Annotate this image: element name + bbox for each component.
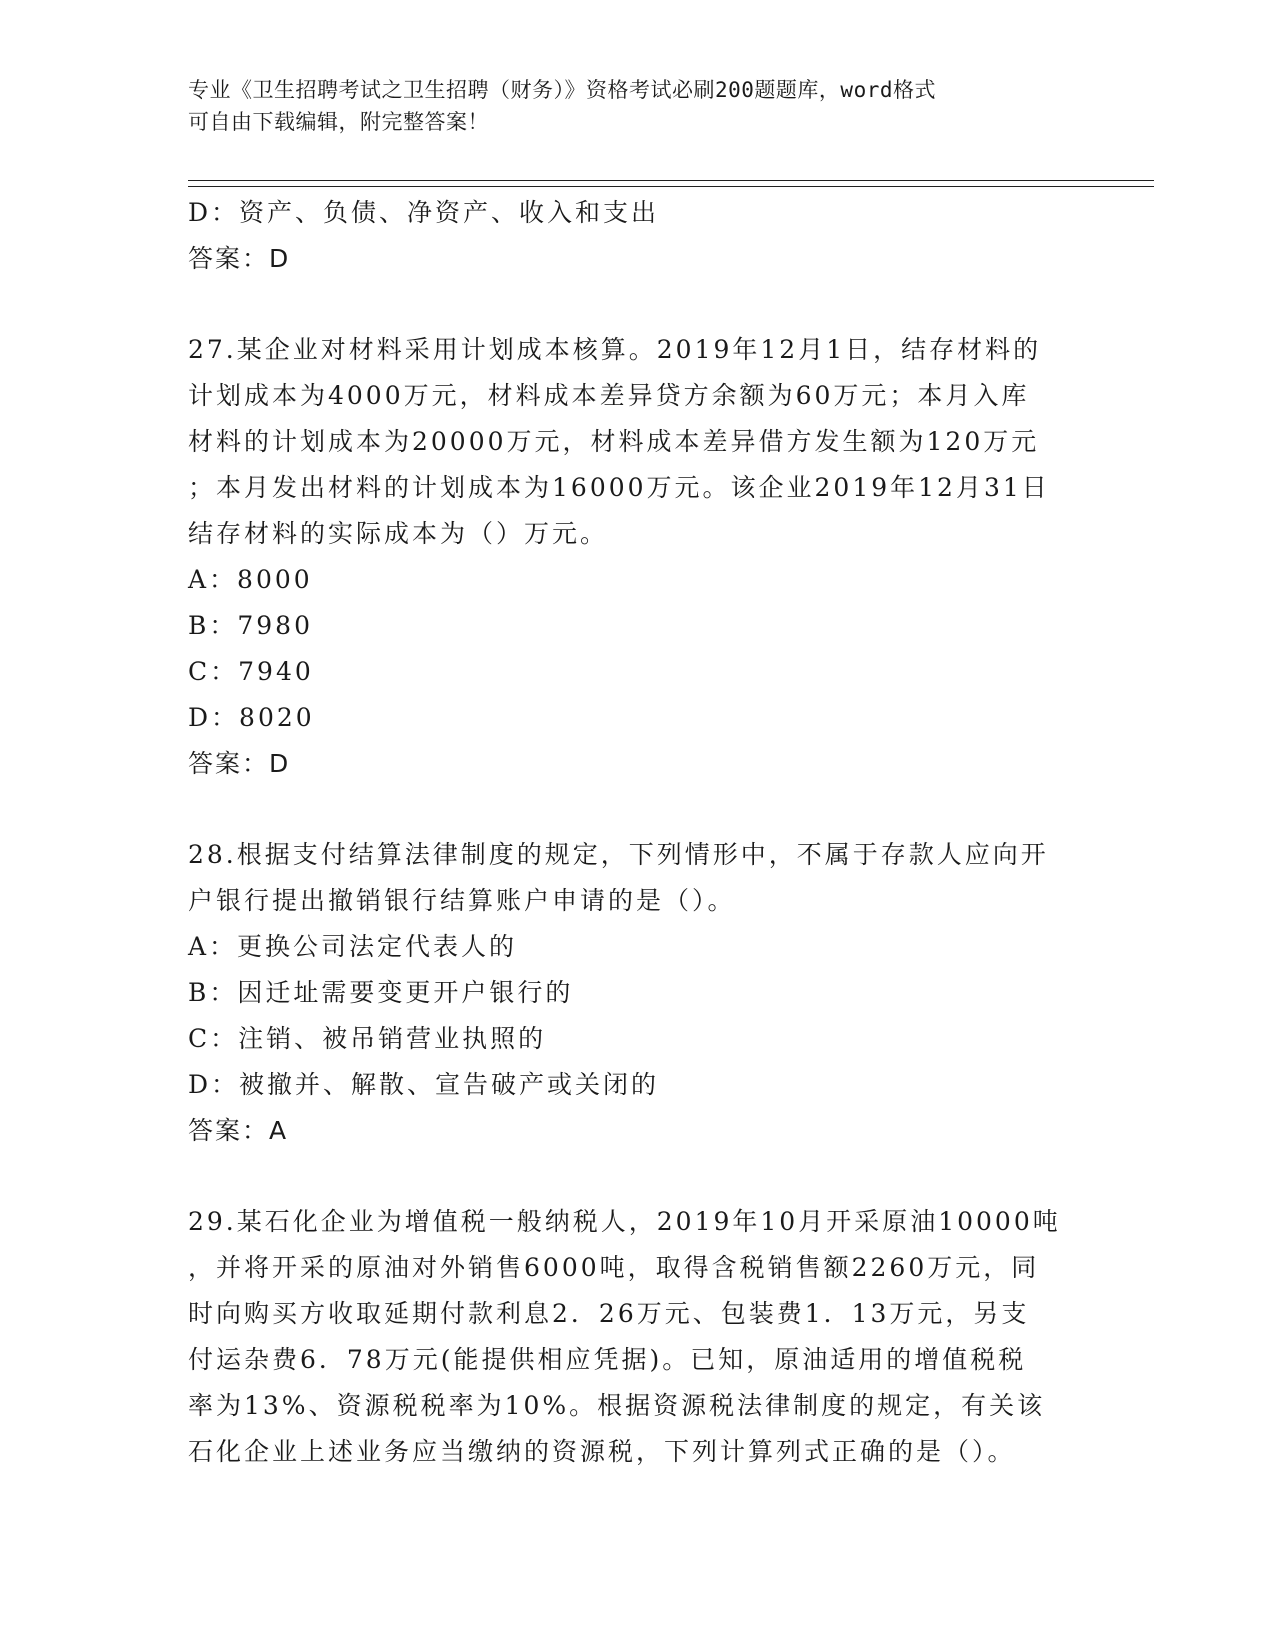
- question-27: [188, 327, 1088, 787]
- question-spacer: [188, 787, 1088, 832]
- question-stem-line: 29.某石化企业为增值税一般纳税人，2019年10月开采原油10000吨: [188, 1207, 1061, 1236]
- question-stem-line: 材料的计划成本为20000万元，材料成本差异借方发生额为120万元: [188, 427, 1040, 456]
- header-divider-bottom: [188, 186, 1154, 187]
- header-divider-top: [188, 180, 1154, 181]
- question-stem-line: 结存材料的实际成本为（）万元。: [188, 519, 609, 548]
- question-list: [188, 190, 1088, 1475]
- question-stem-line: 付运杂费6．78万元(能提供相应凭据)。已知，原油适用的增值税税: [188, 1345, 1027, 1374]
- answer-line: 答案：D: [188, 749, 291, 778]
- header-title-line-1: 专业《卫生招聘考试之卫生招聘（财务）》资格考试必刷200题题库，word格式: [188, 78, 936, 102]
- question-spacer: [188, 1154, 1088, 1199]
- option-b: B：因迁址需要变更开户银行的: [188, 978, 574, 1007]
- question-28: [188, 832, 1088, 1154]
- answer-line: 答案：A: [188, 1116, 289, 1145]
- option-d: D：被撤并、解散、宣告破产或关闭的: [188, 1070, 660, 1099]
- question-spacer: [188, 282, 1088, 327]
- option-d: D：资产、负债、净资产、收入和支出: [188, 198, 660, 227]
- question-stem-line: 27.某企业对材料采用计划成本核算。2019年12月1日，结存材料的: [188, 335, 1042, 364]
- option-a: A：8000: [188, 565, 313, 594]
- option-c: C：7940: [188, 657, 314, 686]
- question-29: [188, 1199, 1088, 1475]
- question-stem-line: 28.根据支付结算法律制度的规定，下列情形中，不属于存款人应向开: [188, 840, 1049, 869]
- question-stem-line: ，并将开采的原油对外销售6000吨，取得含税销售额2260万元，同: [188, 1253, 1040, 1282]
- option-b: B：7980: [188, 611, 313, 640]
- question-stem-line: 计划成本为4000万元，材料成本差异贷方余额为60万元；本月入库: [188, 381, 1030, 410]
- page-header: [188, 74, 1088, 138]
- header-title-line-2: 可自由下载编辑，附完整答案！: [188, 110, 489, 134]
- question-stem-line: 石化企业上述业务应当缴纳的资源税，下列计算列式正确的是（）。: [188, 1437, 1016, 1466]
- question-stem-line: 户银行提出撤销银行结算账户申请的是（）。: [188, 886, 736, 915]
- question-stem-line: 时向购买方收取延期付款利息2．26万元、包装费1．13万元，另支: [188, 1299, 1030, 1328]
- answer-line: 答案：D: [188, 244, 291, 273]
- question-stem-line: 率为13%、资源税税率为10%。根据资源税法律制度的规定，有关该: [188, 1391, 1046, 1420]
- option-d: D：8020: [188, 703, 315, 732]
- question-26-tail: [188, 190, 1088, 282]
- question-stem-line: ；本月发出材料的计划成本为16000万元。该企业2019年12月31日: [188, 473, 1050, 502]
- option-a: A：更换公司法定代表人的: [188, 932, 518, 961]
- option-c: C：注销、被吊销营业执照的: [188, 1024, 547, 1053]
